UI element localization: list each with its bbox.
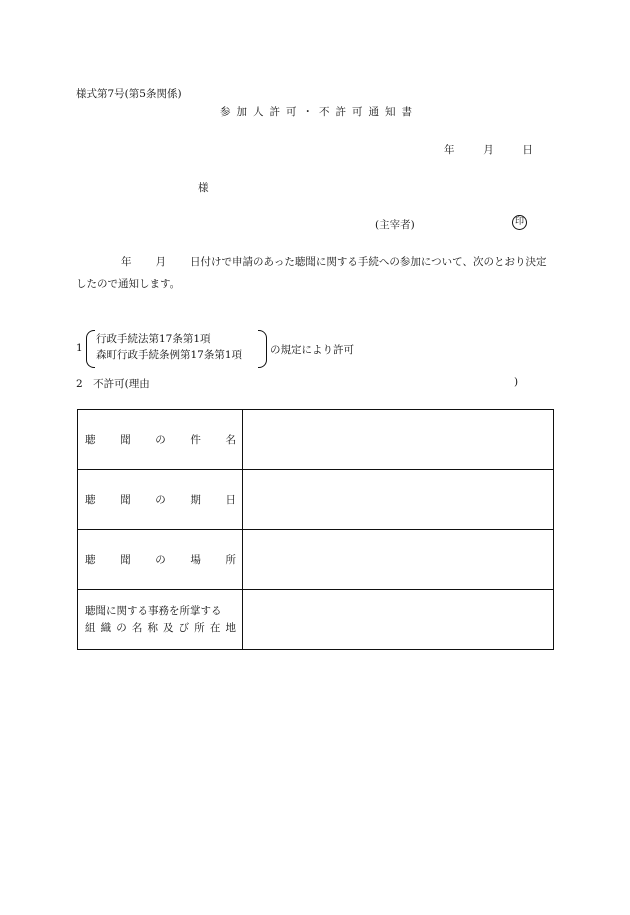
body-text — [76, 251, 556, 295]
document-title: 参加人許可・不許可通知書 — [220, 106, 418, 118]
table-row — [78, 530, 554, 590]
label-organization — [78, 590, 243, 650]
label-char: 称 — [147, 621, 158, 634]
date-year: 年 — [444, 144, 455, 156]
label-char: び — [178, 621, 190, 634]
body-year: 年 — [121, 256, 132, 268]
label-char: 場 — [190, 554, 201, 566]
item1-number: 1 — [76, 342, 83, 354]
addressee-suffix: 様 — [198, 182, 209, 194]
table-row — [78, 470, 554, 530]
label-organization-line2 — [85, 620, 236, 637]
label-char: 期 — [190, 494, 201, 506]
hearing-info-table — [77, 409, 554, 650]
label-organization-line1: 聴聞に関する事務を所掌する — [85, 604, 222, 617]
item2-close-paren: ) — [514, 376, 519, 388]
table-row — [78, 410, 554, 470]
value-hearing-date[interactable] — [243, 470, 554, 530]
value-hearing-subject[interactable] — [243, 410, 554, 470]
label-char: 在 — [209, 621, 221, 634]
date-month: 月 — [483, 144, 494, 156]
label-char: 聞 — [120, 494, 131, 506]
label-hearing-place — [78, 530, 243, 590]
item2-rejection-text: 2 不許可(理由 — [76, 378, 150, 390]
label-char: 聴 — [85, 494, 96, 506]
left-bracket — [86, 330, 95, 368]
label-char: の — [155, 434, 166, 446]
label-char: 聞 — [120, 434, 131, 446]
value-hearing-place[interactable] — [243, 530, 554, 590]
label-char: の — [155, 494, 166, 506]
body-rest: 日付けで申請のあった聴聞に関する手続への参加について、次のとおり決定したので通知します。 — [76, 256, 547, 290]
label-char: 名 — [225, 434, 236, 446]
table-row — [78, 590, 554, 650]
label-char: 聞 — [120, 554, 131, 566]
label-char: 織 — [100, 621, 112, 634]
label-char: 及 — [163, 621, 174, 634]
label-char: の — [155, 554, 166, 566]
label-char: 所 — [194, 621, 205, 634]
value-organization[interactable] — [243, 590, 554, 650]
label-char: 日 — [225, 494, 236, 506]
label-char: の — [116, 621, 127, 634]
form-number: 様式第7号(第5条関係) — [76, 88, 182, 100]
label-char: 地 — [225, 621, 236, 634]
label-char: 件 — [190, 434, 201, 446]
label-char: 聴 — [85, 554, 96, 566]
item1-approval-text: の規定により許可 — [270, 344, 354, 356]
organizer-label: (主宰者) — [375, 219, 415, 231]
label-hearing-subject — [78, 410, 243, 470]
date-day: 日 — [522, 144, 533, 156]
label-char: 所 — [225, 554, 236, 566]
law-option-1: 行政手続法第17条第1項 — [96, 333, 211, 345]
law-option-2: 森町行政手続条例第17条第1項 — [96, 349, 243, 361]
right-bracket — [258, 330, 267, 368]
seal-mark: 印 — [512, 215, 527, 230]
label-char: 聴 — [85, 434, 96, 446]
date-line — [444, 142, 533, 157]
body-month: 月 — [155, 256, 166, 268]
label-char: 組 — [85, 621, 96, 634]
label-hearing-date — [78, 470, 243, 530]
label-char: 名 — [131, 621, 143, 634]
